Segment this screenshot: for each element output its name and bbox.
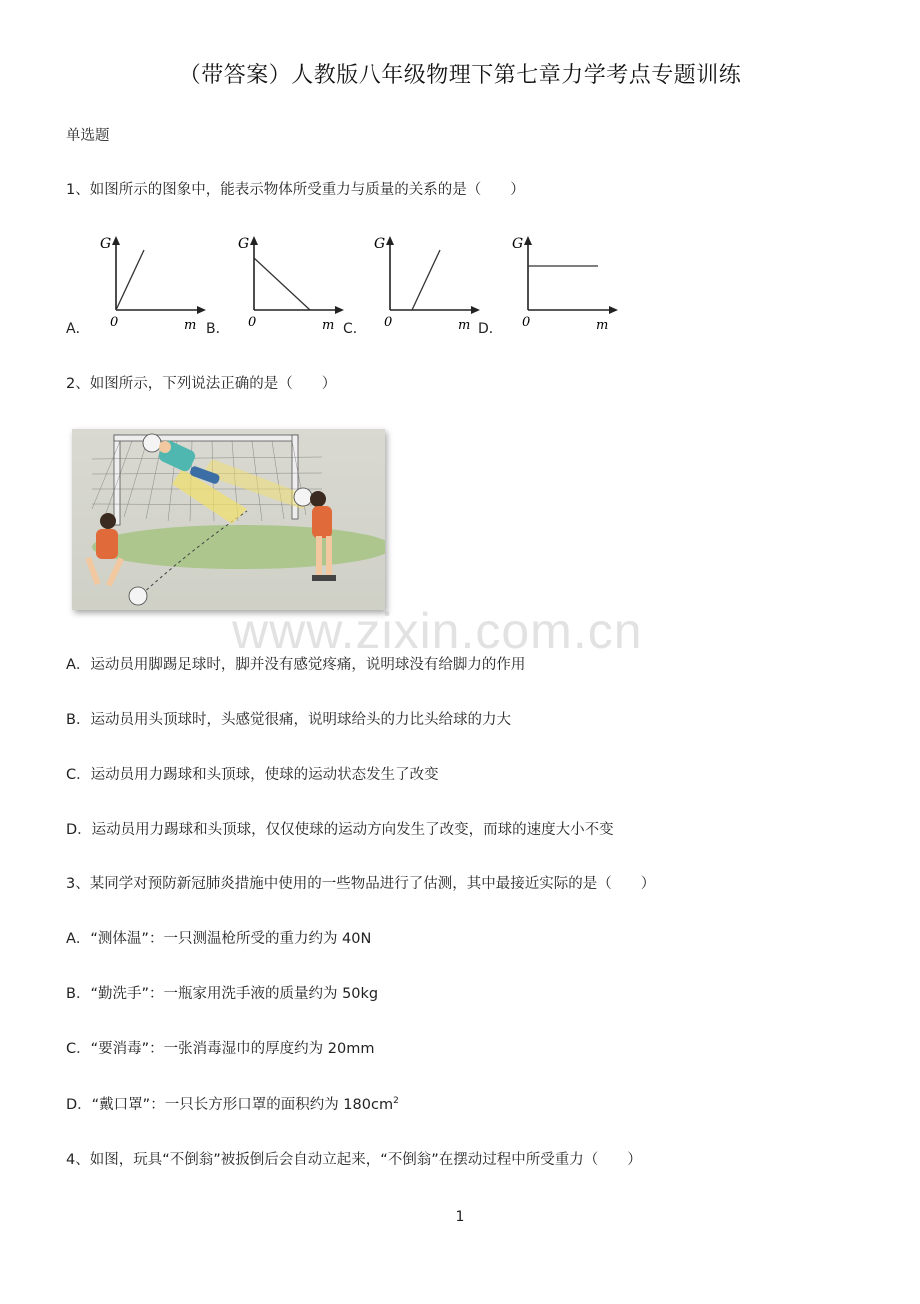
section-heading: 单选题 xyxy=(66,128,110,144)
q2-option-a[interactable]: A．运动员用脚踢足球时，脚并没有感觉疼痛，说明球没有给脚力的作用 xyxy=(66,657,526,673)
y-axis-label: G xyxy=(238,236,250,252)
q1-option-b-label[interactable]: B． xyxy=(206,321,230,337)
watermark: www.zixin.com.cn xyxy=(232,603,643,659)
q3-option-a[interactable]: A．“测体温”：一只测温枪所受的重力约为 40N xyxy=(66,931,372,947)
q2-option-d[interactable]: D．运动员用力踢球和头顶球，仅仅使球的运动方向发生了改变，而球的速度大小不变 xyxy=(66,822,614,838)
page-title: （带答案）人教版八年级物理下第七章力学考点专题训练 xyxy=(178,63,742,88)
question-4-text: 4、如图，玩具“不倒翁”被扳倒后会自动立起来，“不倒翁”在摆动过程中所受重力（ ） xyxy=(66,1152,642,1168)
q3-option-d-row[interactable] xyxy=(66,1093,399,1114)
origin-label: 0 xyxy=(248,315,257,330)
origin-label: 0 xyxy=(110,315,119,330)
x-axis-label: m xyxy=(322,318,335,333)
q1-graph-d xyxy=(508,234,620,338)
q3-option-c[interactable]: C．“要消毒”：一张消毒湿巾的厚度约为 20mm xyxy=(66,1041,375,1057)
y-axis-label: G xyxy=(100,236,112,252)
q3-option-d-superscript: 2 xyxy=(393,1096,399,1107)
q1-graph-b xyxy=(234,234,346,338)
q3-option-b[interactable]: B．“勤洗手”：一瓶家用洗手液的质量约为 50kg xyxy=(66,986,379,1002)
x-axis-label: m xyxy=(596,318,609,333)
q1-option-a-label[interactable]: A． xyxy=(66,321,90,337)
q1-graph-a xyxy=(96,234,208,338)
q2-option-b[interactable]: B．运动员用头顶球时，头感觉很痛，说明球给头的力比头给球的力大 xyxy=(66,712,511,728)
q2-option-c[interactable]: C．运动员用力踢球和头顶球，使球的运动状态发生了改变 xyxy=(66,767,439,783)
y-axis-label: G xyxy=(512,236,524,252)
page-number: 1 xyxy=(455,1209,465,1225)
x-axis-label: m xyxy=(184,318,197,333)
x-axis-label: m xyxy=(458,318,471,333)
question-3-text: 3、某同学对预防新冠肺炎措施中使用的一些物品进行了估测，其中最接近实际的是（ ） xyxy=(66,876,656,892)
soccer-illustration xyxy=(72,429,385,610)
question-1-text: 1、如图所示的图象中，能表示物体所受重力与质量的关系的是（ ） xyxy=(66,182,525,198)
q1-option-d-label[interactable]: D． xyxy=(478,321,503,337)
q3-option-d: D．“戴口罩”：一只长方形口罩的面积约为 180cm xyxy=(66,1097,394,1113)
q1-option-c-label[interactable]: C． xyxy=(343,321,367,337)
q1-graph-c xyxy=(370,234,482,338)
question-2-text: 2、如图所示，下列说法正确的是（ ） xyxy=(66,376,337,392)
y-axis-label: G xyxy=(374,236,386,252)
origin-label: 0 xyxy=(384,315,393,330)
origin-label: 0 xyxy=(522,315,531,330)
